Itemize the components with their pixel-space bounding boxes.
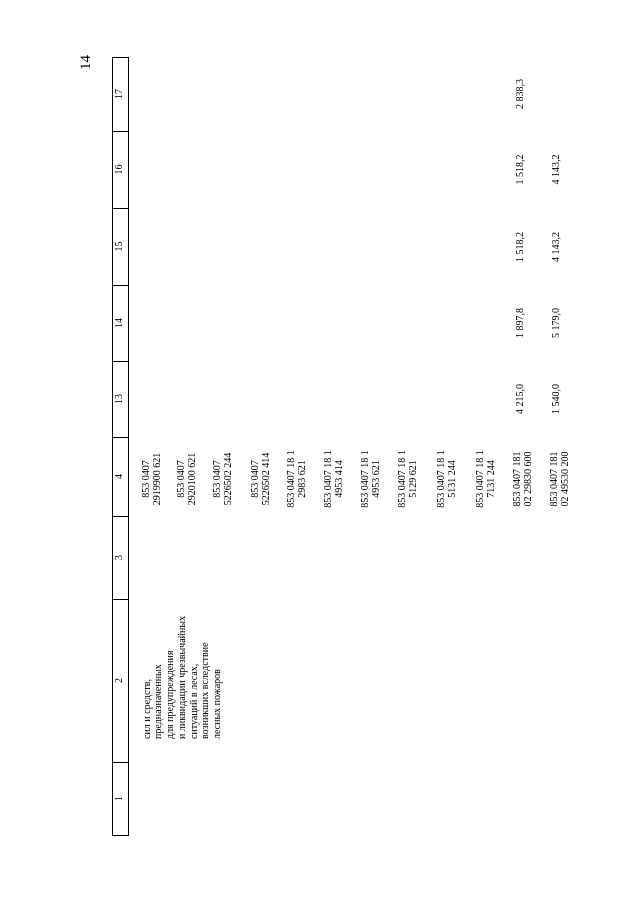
- value-cell: 5 179,0: [551, 308, 562, 338]
- column-number: 2: [114, 678, 125, 683]
- value-cell: 1 540,0: [551, 384, 562, 414]
- code-line: 853 0407: [141, 460, 152, 498]
- header-separator: [128, 57, 129, 835]
- code-line: 853 0407 18 1: [436, 450, 447, 508]
- value-cell: 4 143,2: [551, 154, 562, 185]
- code-line: 5129 621: [408, 460, 419, 498]
- value-cell: 4 215,0: [515, 384, 526, 414]
- table-left-border: [112, 835, 129, 836]
- code-line: 853 0407 18 1: [397, 450, 408, 508]
- description-line: предназначенных: [153, 664, 164, 739]
- code-line: 4953 621: [371, 460, 382, 498]
- description-line: ситуаций в лесах,: [189, 663, 200, 739]
- header-separator: [112, 57, 113, 835]
- value-cell: 1 518,2: [515, 232, 526, 262]
- code-line: 853 0407: [250, 460, 261, 498]
- column-number: 16: [114, 164, 125, 175]
- code-line: 5131 244: [447, 460, 458, 498]
- description-line: возникших вследствие: [200, 642, 211, 739]
- code-line: 853 0407 18 1: [286, 450, 297, 508]
- code-line: 853 0407 18 1: [475, 450, 486, 508]
- code-line: 853 0407: [176, 460, 187, 498]
- value-cell: 1 518,2: [515, 154, 526, 185]
- description-line: сил и средств,: [142, 679, 153, 739]
- code-line: 853 0407 181: [512, 451, 523, 507]
- code-line: 5226502 244: [223, 452, 234, 506]
- column-number: 3: [114, 555, 125, 560]
- code-line: 4953 414: [334, 460, 345, 498]
- code-line: 853 0407 18 1: [360, 450, 371, 508]
- page-number: 14: [78, 55, 94, 70]
- code-line: 2919900 621: [152, 452, 163, 506]
- column-number: 13: [114, 394, 125, 404]
- code-line: 7131 244: [486, 460, 497, 498]
- column-number: 14: [114, 318, 125, 328]
- code-line: 02 49530 200: [560, 451, 571, 507]
- code-line: 2920100 621: [187, 452, 198, 506]
- column-number: 17: [114, 89, 125, 99]
- code-line: 5226502 414: [261, 452, 272, 506]
- code-line: 853 0407 181: [549, 451, 560, 507]
- description-line: для предупреждения: [165, 650, 176, 739]
- code-line: 853 0407 18 1: [323, 450, 334, 508]
- value-cell: 1 897,8: [515, 308, 526, 338]
- description-line: лесных пожаров: [212, 669, 223, 739]
- code-line: 853 0407: [212, 460, 223, 498]
- description-line: и ликвидации чрезвычайных: [177, 615, 188, 739]
- value-cell: 2 838,3: [515, 79, 526, 109]
- code-line: 02 29830 600: [523, 451, 534, 507]
- column-number: 15: [114, 241, 125, 252]
- code-line: 2983 621: [297, 460, 308, 498]
- column-number: 1: [114, 796, 125, 801]
- value-cell: 4 143,2: [551, 232, 562, 262]
- column-number: 4: [114, 474, 125, 479]
